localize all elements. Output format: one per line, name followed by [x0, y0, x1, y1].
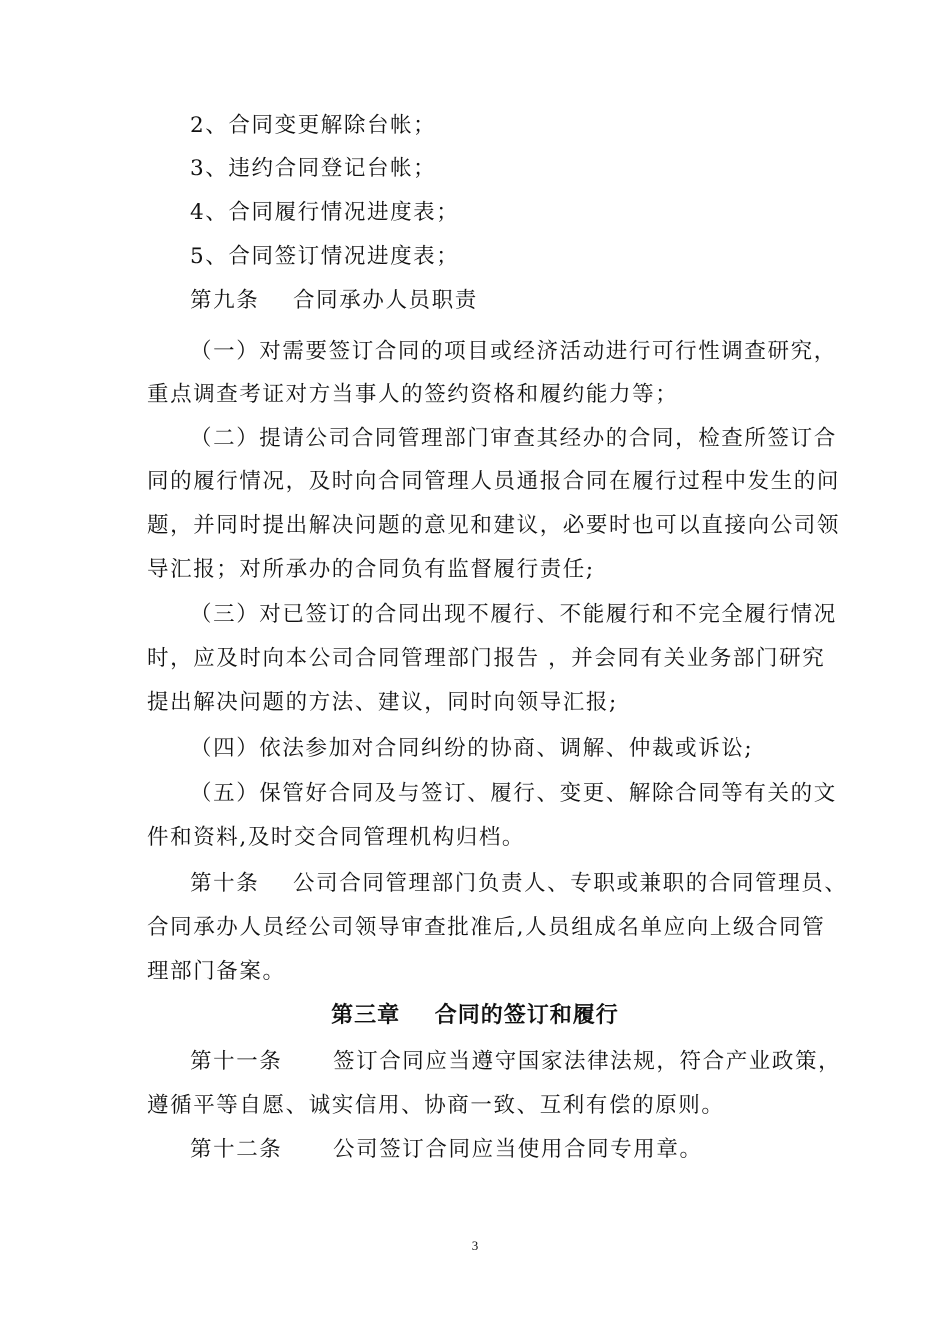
article-9-heading: 第九条 合同承办人员职责	[190, 288, 478, 313]
list-item-3: 3、违约合同登记台帐；	[190, 156, 437, 181]
article-11-line-1: 第十一条 签订合同应当遵守国家法律法规，符合产业政策，	[190, 1049, 842, 1074]
page-number: 3	[471, 1238, 479, 1253]
article-10-line-1: 第十条 公司合同管理部门负责人、专职或兼职的合同管理员、	[190, 871, 848, 896]
article-9-clause-3-line-1: （三）对已签订的合同出现不履行、不能履行和不完全履行情况	[190, 602, 837, 627]
article-9-clause-3-line-2: 时，应及时向本公司合同管理部门报告 ，并会同有关业务部门研究	[147, 646, 826, 671]
list-item-2: 2、合同变更解除台帐；	[190, 113, 437, 138]
article-9-clause-2-line-3: 题，并同时提出解决问题的意见和建议，必要时也可以直接向公司领	[147, 513, 841, 538]
article-11-line-2: 遵循平等自愿、诚实信用、协商一致、互利有偿的原则。	[147, 1093, 725, 1118]
article-12-line-1: 第十二条 公司签订合同应当使用合同专用章。	[190, 1137, 703, 1162]
article-9-clause-1-line-2: 重点调查考证对方当事人的签约资格和履约能力等；	[147, 382, 679, 407]
article-10-line-3: 理部门备案。	[147, 959, 286, 984]
article-9-clause-2-line-1: （二）提请公司合同管理部门审查其经办的合同，检查所签订合	[190, 426, 837, 451]
article-9-clause-5-line-1: （五）保管好合同及与签订、履行、变更、解除合同等有关的文	[190, 781, 837, 806]
article-10-line-2: 合同承办人员经公司领导审查批准后,人员组成名单应向上级合同管	[147, 915, 826, 940]
article-9-clause-1-line-1: （一）对需要签订合同的项目或经济活动进行可行性调查研究，	[190, 339, 837, 364]
article-9-clause-4-line-1: （四）依法参加对合同纠纷的协商、调解、仲裁或诉讼;	[190, 736, 754, 761]
chapter-3-title: 第三章 合同的签订和履行	[331, 1002, 619, 1028]
article-9-clause-2-line-2: 同的履行情况，及时向合同管理人员通报合同在履行过程中发生的问	[147, 469, 841, 494]
article-9-clause-3-line-3: 提出解决问题的方法、建议，同时向领导汇报;	[147, 690, 618, 715]
article-9-clause-5-line-2: 件和资料,及时交合同管理机构归档。	[147, 825, 526, 850]
list-item-4: 4、合同履行情况进度表；	[190, 200, 460, 225]
article-9-clause-2-line-4: 导汇报；对所承办的合同负有监督履行责任;	[147, 557, 595, 582]
list-item-5: 5、合同签订情况进度表；	[190, 244, 460, 269]
